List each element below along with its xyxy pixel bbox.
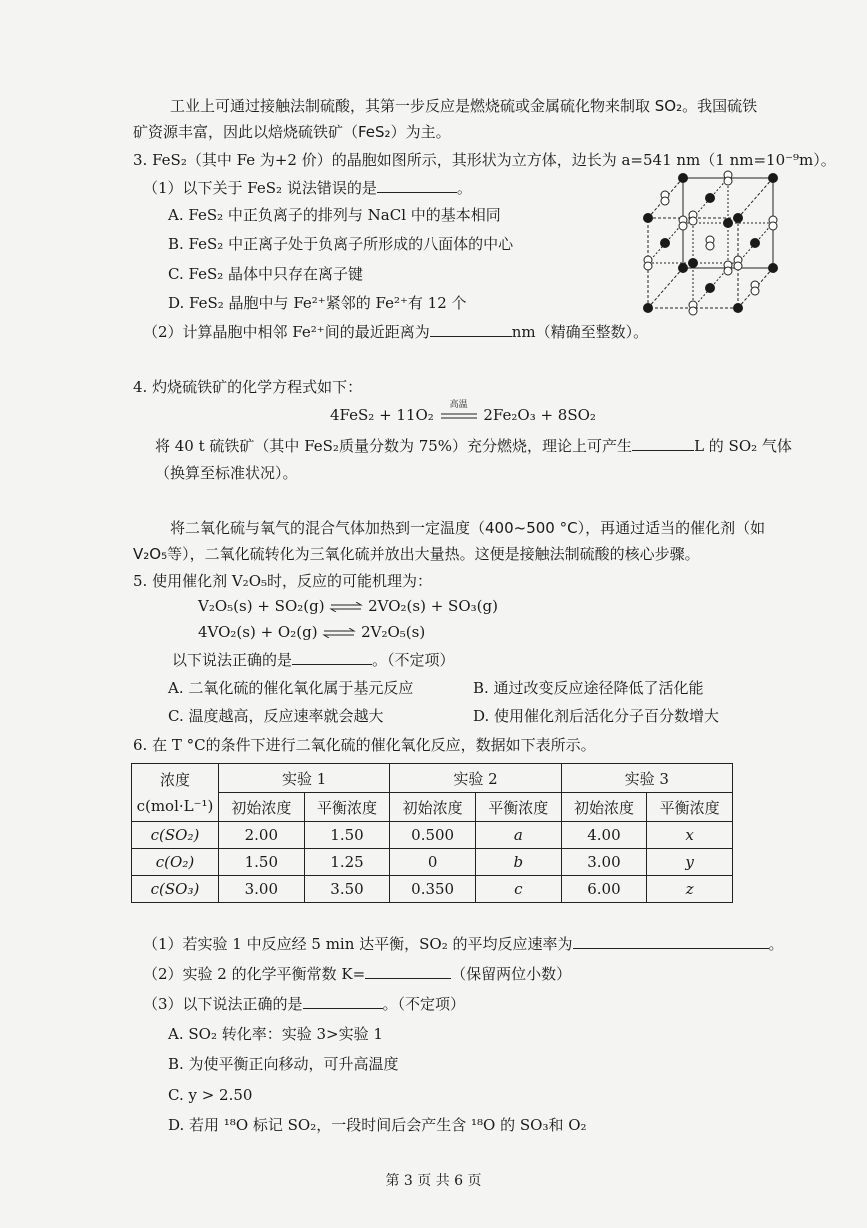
q5-r1-right: 2VO₂(s) + SO₃(g): [368, 597, 498, 615]
q4-eq-arrow: [439, 400, 479, 424]
q6-part3-end: 。（不定项）: [382, 995, 466, 1013]
table-cell: 0.350: [390, 876, 476, 903]
equilibrium-arrow-icon: [329, 602, 363, 612]
exp1-header: 实验 1: [219, 764, 390, 793]
table-cell: y: [647, 849, 733, 876]
table-cell: 3.00: [561, 849, 647, 876]
table-subheader-row: [132, 793, 733, 822]
q3-option-b: B. FeS₂ 中正离子处于负离子所形成的八面体的中心: [168, 235, 514, 253]
double-line-icon: [439, 411, 479, 421]
q5-blank[interactable]: [292, 650, 372, 665]
q5-r2-right: 2V₂O₅(s): [361, 623, 426, 641]
table-cell: 0.500: [390, 822, 476, 849]
subheader-cell: 初始浓度: [561, 793, 647, 822]
q4-text-1-end: L 的 SO₂ 气体: [694, 437, 792, 455]
table-corner-cell: [132, 764, 219, 822]
q6-option-b: B. 为使平衡正向移动，可升高温度: [168, 1055, 399, 1073]
table-cell: 1.50: [219, 849, 305, 876]
q6-part1-blank[interactable]: [573, 934, 769, 949]
q6-part1-end: 。: [768, 935, 784, 953]
intro-line-2: 矿资源丰富，因此以焙烧硫铁矿（FeS₂）为主。: [133, 123, 451, 141]
corner-label-2: c(mol·L⁻¹): [136, 796, 214, 815]
q4-eq-condition: 高温: [449, 400, 468, 410]
fes2-unit-cell-figure: [638, 168, 786, 316]
q6-part2-end: （保留两位小数）: [451, 965, 572, 983]
row-label: c(SO₂): [132, 822, 219, 849]
q3-part1-end: 。: [456, 179, 472, 197]
table-cell: 2.00: [219, 822, 305, 849]
q5-option-c: C. 温度越高，反应速率就会越大: [168, 707, 384, 725]
q5-r1-left: V₂O₅(s) + SO₂(g): [198, 597, 325, 615]
subheader-cell: 平衡浓度: [304, 793, 390, 822]
table-cell: c: [475, 876, 561, 903]
q5-stem: 5. 使用催化剂 V₂O₅时，反应的可能机理为：: [133, 572, 433, 590]
q6-part1-text: （1）若实验 1 中反应经 5 min 达平衡，SO₂ 的平均反应速率为: [143, 935, 573, 953]
q6-option-d: D. 若用 ¹⁸O 标记 SO₂，一段时间后会产生含 ¹⁸O 的 SO₃和 O₂: [168, 1116, 587, 1134]
table-cell: 4.00: [561, 822, 647, 849]
q5-ask: [172, 650, 455, 670]
exp3-header: 实验 3: [561, 764, 732, 793]
table-header-row: [132, 764, 733, 793]
intro-line-4: V₂O₅等），二氧化硫转化为三氧化硫并放出大量热。这便是接触法制硫酸的核心步骤。: [133, 545, 700, 563]
page-footer: 第 3 页 共 6 页: [385, 1173, 482, 1189]
q4-text-1: [155, 436, 792, 456]
q5-option-b: B. 通过改变反应途径降低了活化能: [473, 679, 704, 697]
q3-stem: 3. FeS₂（其中 Fe 为+2 价）的晶胞如图所示，其形状为立方体，边长为 a=541 nm（1 nm=10⁻⁹m）。: [133, 151, 836, 169]
q4-eq-left: 4FeS₂ + 11O₂: [330, 406, 434, 424]
table-cell: 3.50: [304, 876, 390, 903]
q3-part1-text: （1）以下关于 FeS₂ 说法错误的是: [143, 179, 377, 197]
q4-text-2: （换算至标准状况）。: [155, 464, 298, 482]
q3-option-c: C. FeS₂ 晶体中只存在离子键: [168, 265, 364, 283]
q6-data-table: [131, 763, 733, 903]
q4-equation: [330, 400, 596, 424]
q4-blank[interactable]: [632, 436, 694, 451]
q5-reaction-2: [198, 623, 425, 641]
q5-ask-text: 以下说法正确的是: [172, 651, 293, 669]
table-cell: a: [475, 822, 561, 849]
q5-option-a: A. 二氧化硫的催化氧化属于基元反应: [168, 679, 414, 697]
q4-stem: 4. 灼烧硫铁矿的化学方程式如下：: [133, 378, 363, 396]
q3-part2: [143, 322, 648, 342]
q6-option-a: A. SO₂ 转化率：实验 3>实验 1: [168, 1025, 383, 1043]
intro-line-3: 将二氧化硫与氧气的混合气体加热到一定温度（400~500 °C），再通过适当的催化剂（如: [170, 519, 766, 537]
table-cell: x: [647, 822, 733, 849]
q4-text-1-main: 将 40 t 硫铁矿（其中 FeS₂质量分数为 75%）充分燃烧，理论上可产生: [155, 437, 633, 455]
table-cell: 0: [390, 849, 476, 876]
row-label: c(SO₃): [132, 876, 219, 903]
q4-eq-right: 2Fe₂O₃ + 8SO₂: [483, 406, 596, 424]
table-cell: 3.00: [219, 876, 305, 903]
table-cell: z: [647, 876, 733, 903]
table-cell: 6.00: [561, 876, 647, 903]
corner-label-1: 浓度: [159, 770, 190, 789]
q6-option-c: C. y > 2.50: [168, 1086, 253, 1104]
q6-part2-text: （2）实验 2 的化学平衡常数 K=: [143, 965, 366, 983]
q6-part2-blank[interactable]: [365, 964, 451, 979]
q6-part3: [143, 994, 465, 1014]
row-label: c(O₂): [132, 849, 219, 876]
q6-part3-blank[interactable]: [303, 994, 383, 1009]
q5-option-d: D. 使用催化剂后活化分子百分数增大: [473, 707, 720, 725]
q3-part1: [143, 178, 472, 198]
equilibrium-arrow-icon: [322, 628, 356, 638]
table-cell: 1.25: [304, 849, 390, 876]
q3-part2-end: nm（精确至整数）。: [511, 323, 649, 341]
q5-r2-left: 4VO₂(s) + O₂(g): [198, 623, 318, 641]
q3-part2-text: （2）计算晶胞中相邻 Fe²⁺间的最近距离为: [143, 323, 430, 341]
q3-part1-blank[interactable]: [377, 178, 457, 193]
subheader-cell: 初始浓度: [219, 793, 305, 822]
subheader-cell: 平衡浓度: [475, 793, 561, 822]
q6-part1: [143, 934, 784, 954]
table-cell: b: [475, 849, 561, 876]
subheader-cell: 初始浓度: [390, 793, 476, 822]
table-cell: 1.50: [304, 822, 390, 849]
q6-part3-text: （3）以下说法正确的是: [143, 995, 303, 1013]
q6-part2: [143, 964, 571, 984]
q3-option-a: A. FeS₂ 中正负离子的排列与 NaCl 中的基本相同: [168, 206, 501, 224]
table-row: [132, 822, 733, 849]
q5-reaction-1: [198, 597, 498, 615]
intro-line-1: 工业上可通过接触法制硫酸，其第一步反应是燃烧硫或金属硫化物来制取 SO₂。我国硫铁: [170, 97, 758, 115]
q5-ask-end: 。（不定项）: [372, 651, 455, 669]
subheader-cell: 平衡浓度: [647, 793, 733, 822]
table-row: [132, 849, 733, 876]
q6-stem: 6. 在 T °C的条件下进行二氧化硫的催化氧化反应，数据如下表所示。: [133, 736, 596, 754]
q3-option-d: D. FeS₂ 晶胞中与 Fe²⁺紧邻的 Fe²⁺有 12 个: [168, 294, 467, 312]
q3-part2-blank[interactable]: [430, 322, 512, 337]
table-row: [132, 876, 733, 903]
exp2-header: 实验 2: [390, 764, 561, 793]
